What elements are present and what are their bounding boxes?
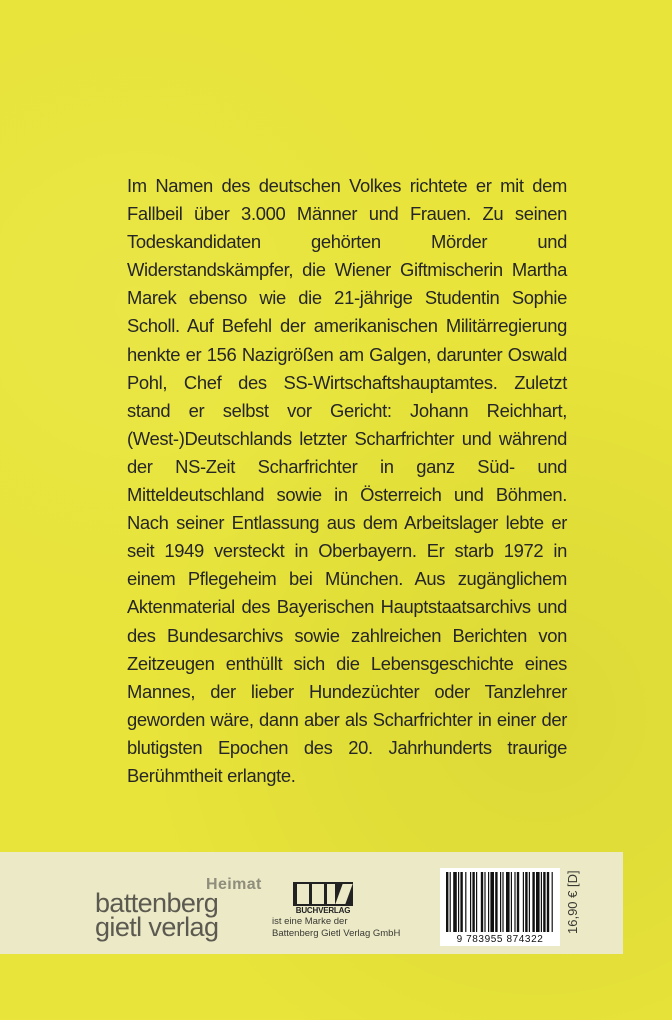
publisher-series: Heimat <box>206 876 262 893</box>
barcode-number: 9 783955 874322 <box>456 934 544 945</box>
buchverlag-logo-icon <box>293 882 353 916</box>
barcode-bars-icon <box>446 872 554 932</box>
price-label: 16,90 € [D] <box>565 870 580 934</box>
barcode <box>440 868 560 946</box>
imprint-note-line2: Battenberg Gietl Verlag GmbH <box>272 927 401 939</box>
imprint-note-line1: ist eine Marke der <box>272 916 348 927</box>
publisher-logo-line2: gietl verlag <box>95 912 219 942</box>
publisher-logo-line1: battenberg <box>95 888 219 918</box>
imprint-note <box>272 916 442 939</box>
buchverlag-label: BUCHVERLAG <box>295 906 351 915</box>
blurb-text: Im Namen des deutschen Volkes richtete er mit dem Fallbeil über 3.000 Männer und Frauen. Zu seinen Todeskandidaten gehörten Mörder und Widerstandskämpfer, die Wiener Giftmischerin Martha Marek ebenso wie die 21-jährige Studentin Sophie Scholl. Auf Befehl der amerikanischen Militärregierung henkte er 156 Nazigrößen am Galgen, darunter Oswald Pohl, Chef des SS-Wirtschaftshauptamtes. Zuletzt stand er selbst vor Gericht: Johann Reichhart, (West-)Deutschlands letzter Scharfrichter und während der NS-Zeit Scharfrichter in ganz Süd- und Mitteldeutschland sowie in Österreich und Böhmen. Nach seiner Entlassung aus dem Arbeitslager lebte er seit 1949 versteckt in Oberbayern. Er starb 1972 in einem Pflegeheim bei München. Aus zugänglichem Aktenmaterial des Bayerischen Hauptstaatsarchivs und des Bundesarchivs sowie zahlreichen Berichten von Zeitzeugen enthüllt sich die Lebensgeschichte eines Mannes, der lieber Hundezüchter oder Tanzlehrer geworden wäre, dann aber als Scharfrichter in einer der blutigsten Epochen des 20. Jahrhunderts traurige Berühmtheit erlangte. <box>127 175 567 786</box>
